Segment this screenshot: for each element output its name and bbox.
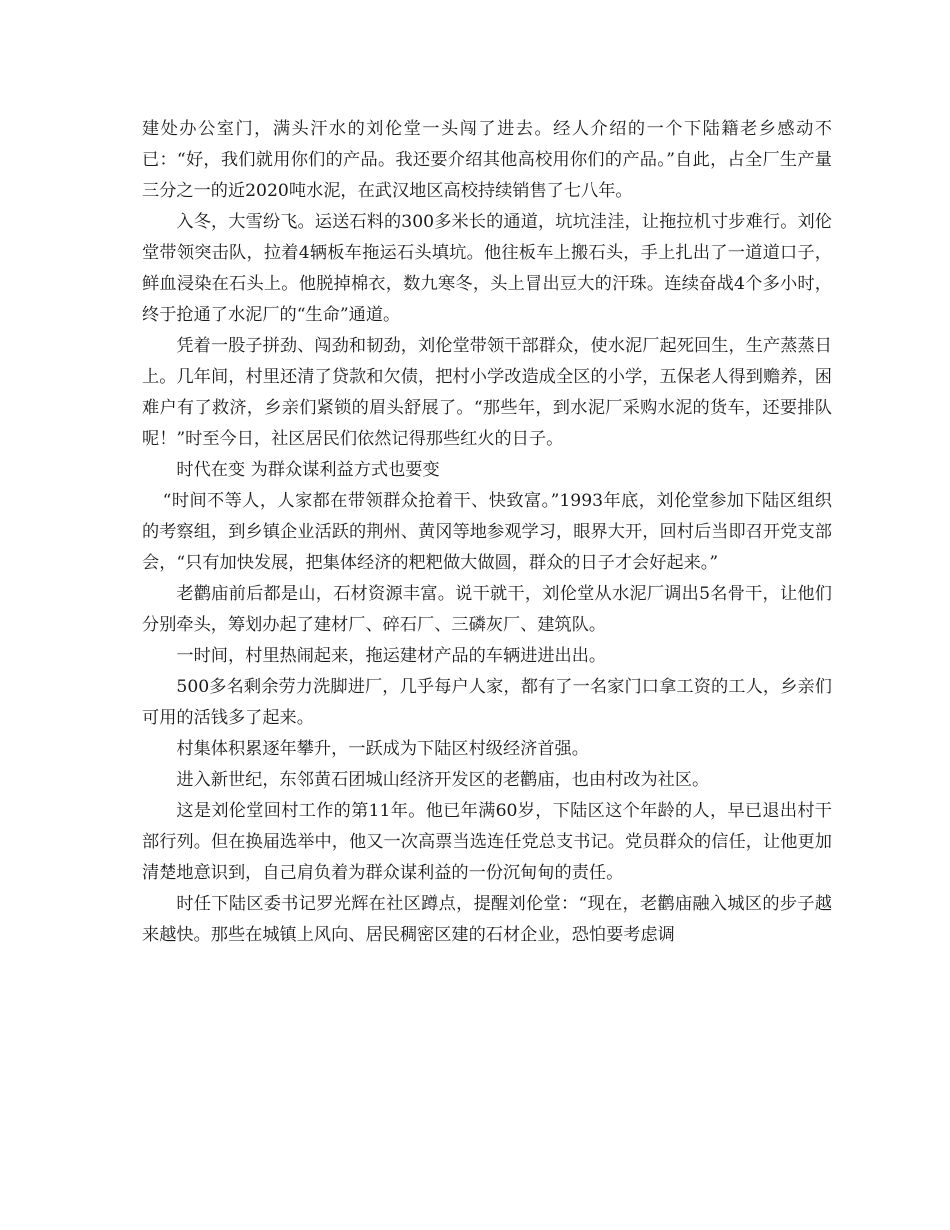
paragraph-11: 这是刘伦堂回村工作的第11年。他已年满60岁，下陆区这个年龄的人，早已退出村干部行列。但在换届选举中，他又一次高票当选连任党总支书记。党员群众的信任，让他更加清楚地意识到，自己肩负着为群众谋利益的一份沉甸甸的责任。 — [142, 801, 832, 883]
paragraph-6: 老鹳庙前后都是山，石材资源丰富。说干就干，刘伦堂从水泥厂调出5名骨干，让他们分别牵头，筹划办起了建材厂、碎石厂、三磷灰厂、建筑队。 — [142, 584, 832, 635]
paragraph-5: “时间不等人，人家都在带领群众抢着干、快致富。”1993年底，刘伦堂参加下陆区组织的考察组，到乡镇企业活跃的荆州、黄冈等地参观学习，眼界大开，回村后当即召开党支部会，“只有加快发展，把集体经济的粑粑做大做圆，群众的日子才会好起来。” — [142, 491, 832, 573]
paragraph-12: 时任下陆区委书记罗光辉在社区蹲点，提醒刘伦堂：“现在，老鹳庙融入城区的步子越来越快。那些在城镇上风向、居民稠密区建的石材企业，恐怕要考虑调 — [142, 894, 832, 945]
paragraph-10: 进入新世纪，东邻黄石团城山经济开发区的老鹳庙，也由村改为社区。 — [176, 770, 710, 790]
paragraph-3: 凭着一股子拼劲、闯劲和韧劲，刘伦堂带领干部群众，使水泥厂起死回生，生产蒸蒸日上。几年间，村里还清了贷款和欠债，把村小学改造成全区的小学，五保老人得到赡养，困难户有了救济，乡亲们紧锁的眉头舒展了。“那些年，到水泥厂采购水泥的货车，还要排队呢！”时至今日，社区居民们依然记得那些红火的日子。 — [142, 336, 832, 449]
paragraph-9: 村集体积累逐年攀升，一跃成为下陆区村级经济首强。 — [176, 739, 589, 759]
paragraph-2: 入冬，大雪纷飞。运送石料的300多米长的通道，坑坑洼洼，让拖拉机寸步难行。刘伦堂带领突击队，拉着4辆板车拖运石头填坑。他往板车上搬石头，手上扎出了一道道口子，鲜血浸染在石头上。他脱掉棉衣，数九寒冬，头上冒出豆大的汗珠。连续奋战4个多小时，终于抢通了水泥厂的“生命”通道。 — [142, 212, 832, 325]
document-body — [142, 114, 832, 951]
paragraph-8: 500多名剩余劳力洗脚进厂，几乎每户人家，都有了一名家门口拿工资的工人，乡亲们可用的活钱多了起来。 — [142, 677, 832, 728]
paragraph-1: 建处办公室门，满头汗水的刘伦堂一头闯了进去。经人介绍的一个下陆籍老乡感动不已：“好，我们就用你们的产品。我还要介绍其他高校用你们的产品。”自此，占全厂生产量三分之一的近2020吨水泥，在武汉地区高校持续销售了七八年。 — [142, 119, 832, 201]
paragraph-7: 一时间，村里热闹起来，拖运建材产品的车辆进进出出。 — [176, 646, 607, 666]
section-heading: 时代在变 为群众谋利益方式也要变 — [176, 460, 440, 480]
